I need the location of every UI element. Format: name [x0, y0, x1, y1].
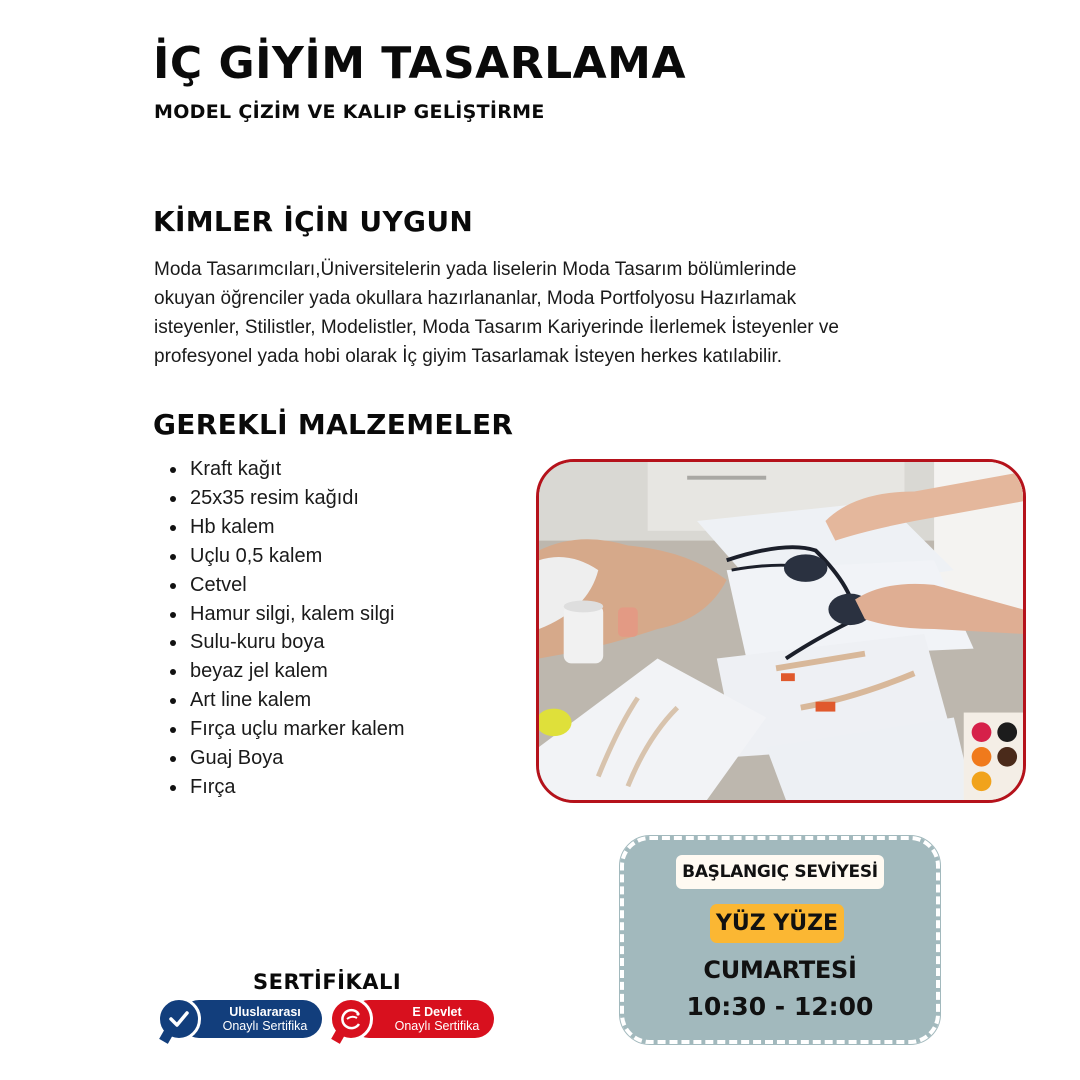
who-line: isteyenler, Stilistler, Modelistler, Moda Tasarım Kariyerinde İlerlemek İsteyenler ve [154, 317, 839, 338]
list-item: Sulu-kuru boya [168, 628, 405, 657]
international-certificate-badge [180, 1000, 322, 1038]
list-item: beyaz jel kalem [168, 657, 405, 686]
mode-badge: YÜZ YÜZE [710, 904, 844, 943]
list-item: Fırça uçlu marker kalem [168, 715, 405, 744]
certificate-heading: SERTİFİKALI [253, 970, 402, 994]
who-paragraph [154, 255, 934, 371]
check-icon [157, 997, 201, 1041]
cert-line1: E Devlet [412, 1004, 462, 1019]
page-title: İÇ GİYİM TASARLAMA [153, 38, 687, 89]
cert-line2: Onaylı Sertifika [394, 1018, 480, 1033]
level-badge: BAŞLANGIÇ SEVİYESİ [676, 855, 884, 889]
list-item: 25x35 resim kağıdı [168, 484, 405, 513]
list-item: Kraft kağıt [168, 455, 405, 484]
list-item: Uçlu 0,5 kalem [168, 542, 405, 571]
cert-line2: Onaylı Sertifika [222, 1018, 308, 1033]
who-line: profesyonel yada hobi olarak İç giyim Tasarlamak İsteyen herkes katılabilir. [154, 346, 783, 367]
class-time: 10:30 - 12:00 [686, 992, 874, 1021]
photo-illustration [539, 462, 1023, 800]
list-item: Hamur silgi, kalem silgi [168, 600, 405, 629]
class-day: CUMARTESİ [703, 956, 857, 984]
list-item: Art line kalem [168, 686, 405, 715]
lingerie-design-photo [536, 459, 1026, 803]
list-item: Guaj Boya [168, 744, 405, 773]
who-line: okuyan öğrenciler yada okullara hazırlananlar, Moda Portfolyosu Hazırlamak [154, 288, 797, 309]
who-heading: KİMLER İÇİN UYGUN [153, 205, 474, 238]
list-item: Cetvel [168, 571, 405, 600]
materials-list [168, 455, 405, 802]
list-item: Hb kalem [168, 513, 405, 542]
schedule-info-box [620, 836, 940, 1044]
list-item: Fırça [168, 773, 405, 802]
materials-heading: GEREKLİ MALZEMELER [153, 408, 514, 441]
edevlet-logo-icon [329, 997, 373, 1041]
who-line: Moda Tasarımcıları,Üniversitelerin yada liselerin Moda Tasarım bölümlerinde [154, 259, 797, 280]
page-subtitle: MODEL ÇİZİM VE KALIP GELİŞTİRME [154, 101, 545, 123]
cert-line1: Uluslararası [229, 1004, 301, 1019]
